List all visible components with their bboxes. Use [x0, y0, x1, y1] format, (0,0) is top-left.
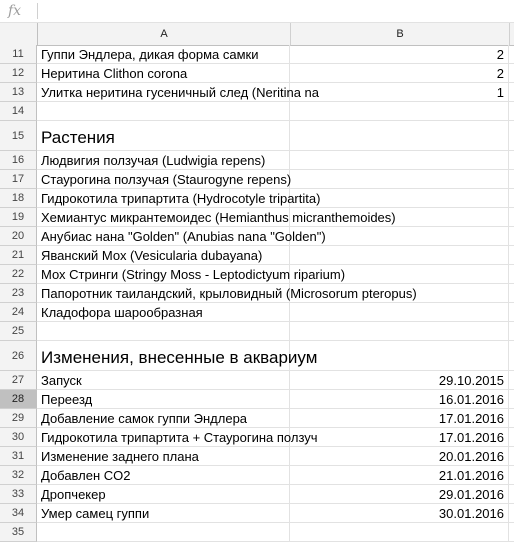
- cell-c[interactable]: [509, 428, 514, 447]
- cell-c[interactable]: [509, 322, 514, 341]
- cell-a-text: Людвигия ползучая (Ludwigia repens): [41, 153, 266, 168]
- cell-b[interactable]: [290, 227, 509, 246]
- cell-c[interactable]: [509, 409, 514, 428]
- row-header[interactable]: 35: [0, 523, 37, 542]
- cell-a-text: Умер самец гуппи: [41, 506, 150, 521]
- row-header[interactable]: 22: [0, 265, 37, 284]
- table-row: [0, 189, 514, 208]
- table-row: [0, 466, 514, 485]
- table-row: [0, 371, 514, 390]
- column-header-b[interactable]: B: [291, 23, 510, 46]
- cell-a[interactable]: [37, 227, 326, 246]
- cell-b[interactable]: 21.01.2016: [290, 466, 509, 485]
- cell-c[interactable]: [509, 121, 514, 151]
- cell-a[interactable]: [37, 303, 290, 322]
- table-row: [0, 504, 514, 523]
- select-all-corner[interactable]: [0, 23, 38, 46]
- cell-a-text: Анубиас нана "Golden" (Anubias nana "Golden"): [41, 229, 326, 244]
- cell-a[interactable]: [37, 265, 346, 284]
- cell-a[interactable]: [37, 284, 417, 303]
- cell-a-text: Гидрокотила трипартита (Hydrocotyle tripartita): [41, 191, 321, 206]
- table-row: [0, 45, 514, 64]
- row-header[interactable]: 13: [0, 83, 37, 102]
- cell-c[interactable]: [509, 189, 514, 208]
- cell-a-text: Кладофора шарообразная: [41, 305, 203, 320]
- cell-b[interactable]: [290, 151, 509, 170]
- cell-c[interactable]: [509, 485, 514, 504]
- cell-a[interactable]: [37, 45, 290, 64]
- cell-a-text: Улитка неритина гусеничный след (Neritina na: [41, 85, 320, 100]
- cell-b[interactable]: 29.10.2015: [290, 371, 509, 390]
- cell-a[interactable]: [37, 341, 318, 371]
- row-header[interactable]: 12: [0, 64, 37, 83]
- cell-a-text: Добавлен CO2: [41, 468, 131, 483]
- row-header[interactable]: 18: [0, 189, 37, 208]
- cell-b[interactable]: [290, 341, 509, 371]
- table-row: [0, 322, 514, 341]
- table-row: [0, 523, 514, 542]
- cell-b[interactable]: [290, 303, 509, 322]
- cell-c[interactable]: [509, 170, 514, 189]
- cell-a-text: Добавление самок гуппи Эндлера: [41, 411, 248, 426]
- column-header-c[interactable]: [510, 23, 514, 46]
- cell-c[interactable]: [509, 390, 514, 409]
- cell-a[interactable]: [37, 170, 290, 189]
- cell-b[interactable]: 17.01.2016: [290, 428, 509, 447]
- row-header[interactable]: 28: [0, 390, 37, 409]
- cell-c[interactable]: [509, 466, 514, 485]
- row-header[interactable]: 15: [0, 121, 37, 151]
- cell-b[interactable]: 20.01.2016: [290, 447, 509, 466]
- row-header[interactable]: 27: [0, 371, 37, 390]
- cell-b[interactable]: 1: [290, 83, 509, 102]
- table-row: [0, 265, 514, 284]
- cell-b[interactable]: [290, 208, 509, 227]
- table-row: [0, 227, 514, 246]
- table-row: [0, 428, 514, 447]
- table-row: [0, 64, 514, 83]
- row-header[interactable]: 29: [0, 409, 37, 428]
- table-row: [0, 151, 514, 170]
- cell-a[interactable]: [37, 485, 290, 504]
- cell-a[interactable]: [37, 64, 290, 83]
- cell-a-text: Изменения, внесенные в аквариум: [41, 348, 318, 367]
- cell-c[interactable]: [509, 246, 514, 265]
- cell-a-text: Мох Стринги (Stringy Moss - Leptodictyum riparium): [41, 267, 346, 282]
- cell-a[interactable]: [37, 447, 290, 466]
- table-row: [0, 102, 514, 121]
- cell-c[interactable]: [509, 371, 514, 390]
- cell-c[interactable]: [509, 504, 514, 523]
- cell-a[interactable]: [37, 466, 290, 485]
- row-header[interactable]: 17: [0, 170, 37, 189]
- cell-c[interactable]: [509, 284, 514, 303]
- cell-a[interactable]: [37, 390, 290, 409]
- cell-c[interactable]: [509, 208, 514, 227]
- cell-a[interactable]: [37, 246, 290, 265]
- function-icon: fx: [8, 3, 22, 19]
- cell-a-text: Дропчекер: [41, 487, 106, 502]
- cell-b[interactable]: [290, 102, 509, 121]
- formula-bar[interactable]: [0, 0, 514, 23]
- cell-b[interactable]: 29.01.2016: [290, 485, 509, 504]
- cell-b[interactable]: [290, 189, 509, 208]
- row-header[interactable]: 31: [0, 447, 37, 466]
- cell-a[interactable]: [37, 504, 290, 523]
- cell-a-text: Папоротник таиландский, крыловидный (Microsorum pteropus): [41, 286, 417, 301]
- cell-a[interactable]: [37, 121, 290, 151]
- cell-b[interactable]: 2: [290, 64, 509, 83]
- column-header-a[interactable]: A: [38, 23, 291, 46]
- cell-a-text: Хемиантус микрантемоидес (Hemianthus micranthemoides): [41, 210, 396, 225]
- table-row: [0, 485, 514, 504]
- cell-c[interactable]: [509, 83, 514, 102]
- cell-a-text: Стаурогина ползучая (Staurogyne repens): [41, 172, 292, 187]
- table-row: [0, 447, 514, 466]
- row-header[interactable]: 19: [0, 208, 37, 227]
- cell-c[interactable]: [509, 303, 514, 322]
- table-row: [0, 303, 514, 322]
- cell-a-text: Переезд: [41, 392, 93, 407]
- table-row: [0, 409, 514, 428]
- table-row: [0, 121, 514, 151]
- cell-c[interactable]: [509, 151, 514, 170]
- cell-b[interactable]: [290, 523, 509, 542]
- row-header[interactable]: 32: [0, 466, 37, 485]
- cell-a-text: Гуппи Эндлера, дикая форма самки: [41, 47, 259, 62]
- cell-a-text: Неритина Clithon corona: [41, 66, 188, 81]
- cell-b[interactable]: 2: [290, 45, 509, 64]
- cell-a-text: Запуск: [41, 373, 82, 388]
- table-row: [0, 208, 514, 227]
- cell-b[interactable]: [290, 265, 509, 284]
- table-row: [0, 284, 514, 303]
- row-header[interactable]: 26: [0, 341, 37, 371]
- cell-c[interactable]: [509, 447, 514, 466]
- cell-b[interactable]: [290, 246, 509, 265]
- cell-b[interactable]: 16.01.2016: [290, 390, 509, 409]
- row-header[interactable]: 11: [0, 45, 37, 64]
- cell-a[interactable]: [37, 151, 290, 170]
- row-header[interactable]: 33: [0, 485, 37, 504]
- cell-c[interactable]: [509, 265, 514, 284]
- cell-b[interactable]: [290, 322, 509, 341]
- table-row: [0, 390, 514, 409]
- cell-c[interactable]: [509, 64, 514, 83]
- cell-b[interactable]: 30.01.2016: [290, 504, 509, 523]
- cell-a-text: Яванский Мох (Vesicularia dubayana): [41, 248, 263, 263]
- cell-c[interactable]: [509, 45, 514, 64]
- cell-a-text: Гидрокотила трипартита + Стаурогина ползуч: [41, 430, 318, 445]
- cell-a[interactable]: [37, 322, 290, 341]
- cell-c[interactable]: [509, 523, 514, 542]
- row-header[interactable]: 30: [0, 428, 37, 447]
- table-row: [0, 83, 514, 102]
- cell-c[interactable]: [509, 102, 514, 121]
- row-header[interactable]: 21: [0, 246, 37, 265]
- cell-a[interactable]: [37, 371, 290, 390]
- row-header[interactable]: 23: [0, 284, 37, 303]
- cell-c[interactable]: [509, 341, 514, 371]
- cell-a[interactable]: [37, 523, 290, 542]
- row-header[interactable]: 20: [0, 227, 37, 246]
- cell-b[interactable]: [290, 284, 509, 303]
- row-header[interactable]: 25: [0, 322, 37, 341]
- cell-a[interactable]: [37, 189, 321, 208]
- row-header[interactable]: 14: [0, 102, 37, 121]
- cell-b[interactable]: [290, 121, 509, 151]
- cell-a[interactable]: [37, 208, 396, 227]
- cell-a[interactable]: [37, 409, 290, 428]
- cell-a-text: Растения: [41, 128, 115, 147]
- cell-a[interactable]: [37, 102, 290, 121]
- cell-a[interactable]: [37, 428, 318, 447]
- cell-b[interactable]: [290, 170, 509, 189]
- formula-bar-divider: [37, 3, 38, 19]
- cell-a-text: Изменение заднего плана: [41, 449, 199, 464]
- cell-b[interactable]: 17.01.2016: [290, 409, 509, 428]
- row-header[interactable]: 16: [0, 151, 37, 170]
- table-row: [0, 170, 514, 189]
- cell-c[interactable]: [509, 227, 514, 246]
- row-header[interactable]: 24: [0, 303, 37, 322]
- table-row: [0, 246, 514, 265]
- table-row: [0, 341, 514, 371]
- row-header[interactable]: 34: [0, 504, 37, 523]
- cell-a[interactable]: [37, 83, 320, 102]
